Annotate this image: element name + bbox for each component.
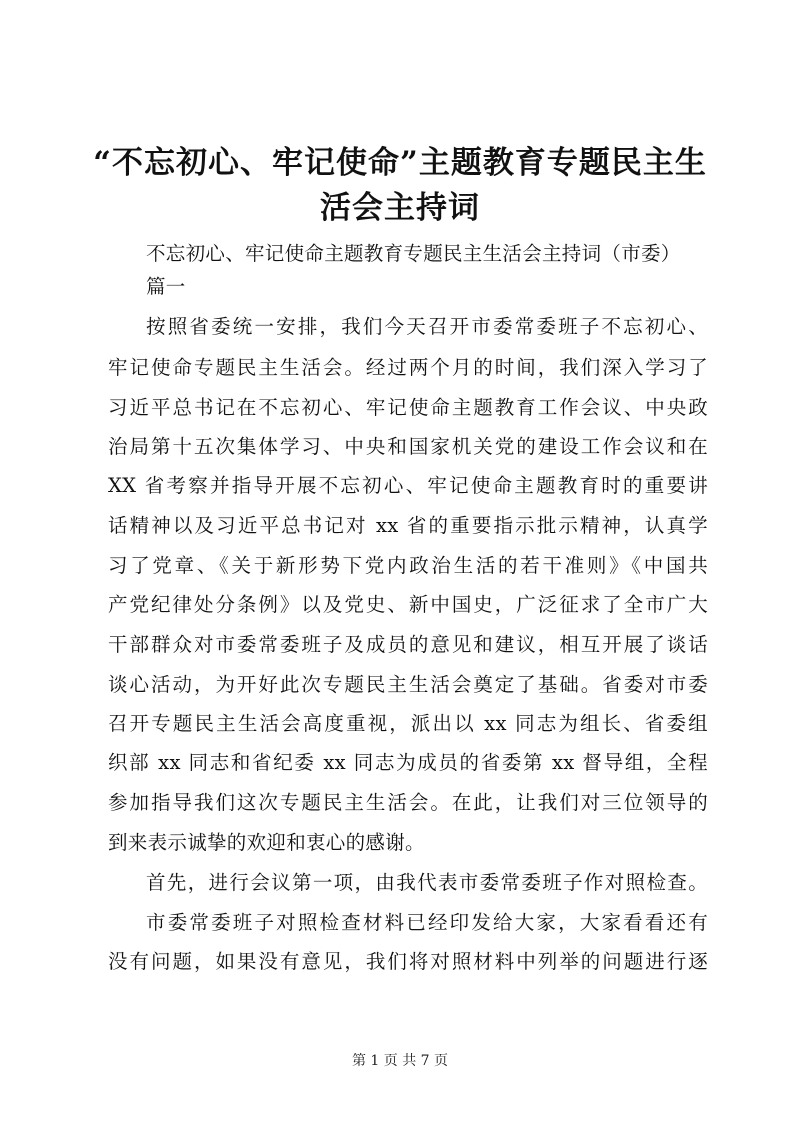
subtitle-line-2: 篇一 xyxy=(146,275,186,298)
subtitle-line-1: 不忘初心、牢记使命主题教育专题民主生活会主持词（市委） xyxy=(146,242,681,265)
paragraph-1-line: 产党纪律处分条例》以及党史、新中国史，广泛征求了全市广大 xyxy=(108,593,708,616)
paragraph-1-line: 治局第十五次集体学习、中央和国家机关党的建设工作会议和在 xyxy=(108,435,708,458)
paragraph-1-line: 牢记使命专题民主生活会。经过两个月的时间，我们深入学习了 xyxy=(108,356,708,379)
paragraph-1-line: XX 省考察并指导开展不忘初心、牢记使命主题教育时的重要讲 xyxy=(108,474,708,497)
paragraph-1-line: 谈心活动，为开好此次专题民主生活会奠定了基础。省委对市委 xyxy=(108,673,708,696)
paragraph-1-line: 参加指导我们这次专题民主生活会。在此，让我们对三位领导的 xyxy=(108,791,708,814)
document-title-line-1: “不忘初心、牢记使命”主题教育专题民主生 xyxy=(93,145,707,181)
paragraph-3-line: 没有问题，如果没有意见，我们将对照材料中列举的问题进行逐 xyxy=(108,950,708,973)
paragraph-1-line: 话精神以及习近平总书记对 xx 省的重要指示批示精神，认真学 xyxy=(108,514,708,537)
paragraph-1-line: 按照省委统一安排，我们今天召开市委常委班子不忘初心、 xyxy=(146,315,708,338)
paragraph-1-line: 织部 xx 同志和省纪委 xx 同志为成员的省委第 xx 督导组，全程 xyxy=(108,751,708,774)
paragraph-2: 首先，进行会议第一项，由我代表市委常委班子作对照检查。 xyxy=(146,871,708,894)
paragraph-1-line: 召开专题民主生活会高度重视，派出以 xx 同志为组长、省委组 xyxy=(108,712,708,735)
paragraph-1-line: 习了党章、《关于新形势下党内政治生活的若干准则》《中国共 xyxy=(108,554,708,577)
paragraph-1-line: 习近平总书记在不忘初心、牢记使命主题教育工作会议、中央政 xyxy=(108,396,708,419)
document-title-line-2: 活会主持词 xyxy=(320,190,480,226)
paragraph-1-line: 干部群众对市委常委班子及成员的意见和建议，相互开展了谈话 xyxy=(108,633,708,656)
paragraph-1-line: 到来表示诚挚的欢迎和衷心的感谢。 xyxy=(108,831,425,854)
page-indicator: 第 1 页 共 7 页 xyxy=(351,1053,449,1069)
paragraph-3-line: 市委常委班子对照检查材料已经印发给大家，大家看看还有 xyxy=(146,911,708,934)
